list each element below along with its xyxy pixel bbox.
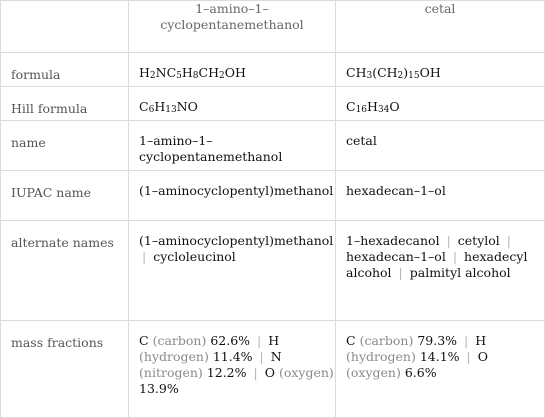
mass-fraction-value: 62.6% [210,333,251,348]
formula-subscript: 8 [192,71,199,81]
formula-subscript: 2 [397,71,404,81]
separator: | [446,233,451,248]
element-symbol: C [346,333,356,348]
mass-fraction-value: 13.9% [139,381,179,396]
formula-subscript: 6 [148,105,155,115]
element-name: hydrogen [143,349,204,364]
element-symbol: C [139,333,149,348]
mass-fraction-item: H (hydrogen) 14.1% [346,333,487,364]
formula-subscript: 13 [165,105,177,115]
name-cell-1: 1–amino–1–cyclopentanemethanol [129,121,336,171]
formula-text: NO [176,99,198,114]
element-name: nitrogen [143,365,198,380]
table-row-alternate-names [1,221,545,321]
formula-text: H [181,65,193,80]
mass-fractions-cell-1 [129,321,336,418]
mass-fraction-item: O (oxygen) 6.6% [346,349,488,380]
row-label-alternate-names: alternate names [1,221,129,321]
formula-subscript: 2 [219,71,225,81]
formula-text: H [139,65,150,80]
separator: | [464,333,469,348]
formula-subscript: 2 [149,71,156,81]
separator: | [257,333,262,348]
element-symbol: H [268,333,280,348]
formula-text: NC [155,65,177,80]
alternate-names-cell-2 [336,221,545,321]
formula-text: ) [403,65,409,80]
mass-fraction-item: C (carbon) 62.6% [139,333,251,348]
mass-fraction-value: 11.4% [212,349,253,364]
separator: | [259,349,264,364]
formula-text: CH [198,65,219,80]
formula-subscript: 5 [176,71,182,81]
column-header-2: cetal [336,1,545,53]
element-symbol: O [264,365,275,380]
alternate-name: 1–hexadecanol [346,233,440,248]
formula-text: C [346,99,356,114]
row-label-iupac-name: IUPAC name [1,171,129,221]
alternate-name: cetylol [457,233,500,248]
header-row [1,1,545,53]
alternate-name: cycloleucinol [153,249,236,264]
separator: | [398,265,403,280]
corner-cell [1,1,129,53]
iupac-name-cell-1: (1–aminocyclopentyl)methanol [129,171,336,221]
separator: | [506,233,511,248]
mass-fraction-item: H (hydrogen) 11.4% [139,333,280,364]
formula-text: OH [419,65,441,80]
mass-fraction-value: 14.1% [419,349,460,364]
separator: | [466,349,471,364]
mass-fraction-item: C (carbon) 79.3% [346,333,458,348]
element-symbol: N [270,349,282,364]
formula-subscript: 34 [377,105,390,115]
row-label-hill-formula: Hill formula [1,87,129,121]
table-row-hill-formula [1,87,545,121]
mass-fraction-value: 12.2% [206,365,247,380]
formula-subscript: 3 [366,71,373,81]
element-name: oxygen [350,365,396,380]
row-label-mass-fractions: mass fractions [1,321,129,418]
separator: | [253,365,258,380]
formula-text: (CH [372,65,398,80]
mass-fraction-value: 6.6% [404,365,437,380]
mass-fraction-value: 79.3% [417,333,458,348]
formula-subscript: 15 [408,71,420,81]
mass-fractions-cell-2 [336,321,545,418]
alternate-names-cell-1 [129,221,336,321]
table-row-name [1,121,545,171]
formula-cell-1 [129,53,336,87]
hill-formula-cell-2 [336,87,545,121]
formula-text: H [154,99,166,114]
element-name: hydrogen [350,349,411,364]
table-row-mass-fractions [1,321,545,418]
row-label-name: name [1,121,129,171]
formula-text: CH [346,65,367,80]
hill-formula-cell-1 [129,87,336,121]
alternate-name: hexadecan–1–ol [346,249,446,264]
table-row-formula [1,53,545,87]
element-symbol: O [477,349,488,364]
formula-text: OH [224,65,246,80]
formula-cell-2 [336,53,545,87]
mass-fraction-item: N (nitrogen) 12.2% [139,349,282,380]
column-header-1: 1–amino–1–cyclopentanemethanol [129,1,336,53]
formula-text: O [389,99,400,114]
mass-fraction-item: O (oxygen) 13.9% [139,365,334,396]
table-row-iupac-name [1,171,545,221]
alternate-name: palmityl alcohol [409,265,511,280]
element-name: carbon [157,333,202,348]
element-name: carbon [364,333,409,348]
formula-subscript: 16 [355,105,368,115]
alternate-name: (1–aminocyclopentyl)methanol [139,233,334,248]
element-symbol: H [475,333,487,348]
separator: | [142,249,147,264]
separator: | [452,249,458,264]
element-name: oxygen [283,365,329,380]
alternate-name: hexadecyl alcohol [346,249,528,280]
iupac-name-cell-2: hexadecan–1–ol [336,171,545,221]
row-label-formula: formula [1,53,129,87]
name-cell-2: cetal [336,121,545,171]
formula-text: H [367,99,378,114]
formula-text: C [139,99,149,114]
